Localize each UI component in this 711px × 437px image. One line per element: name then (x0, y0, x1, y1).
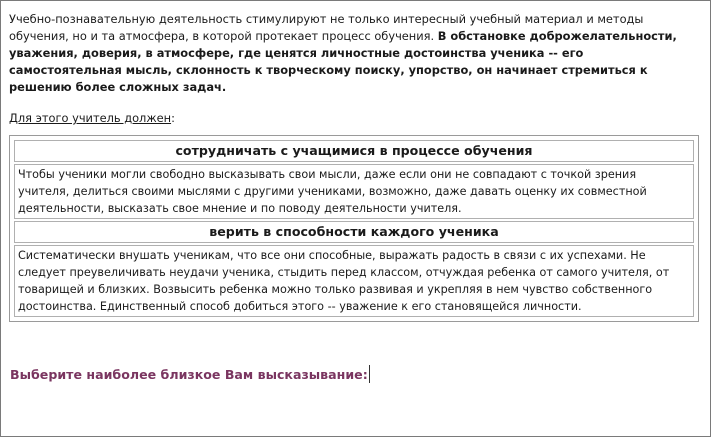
table-row (14, 245, 694, 317)
principle-text: Систематически внушать ученикам, что все они способные, выражать радость в связи с их успехами. Не следует преувеличивать неудачи ученика, стыдить перед классом, отчуждая ребенка от самого учителя, от товарищей и близких. Возвысить ребенка можно только развивая и укрепляя в нем чувство собственного достоинства. Единственный способ добиться этого -- уважение к его становящейся личности. (14, 245, 694, 317)
prompt-text: Выберите наиболее близкое Вам высказывание: (10, 367, 368, 382)
content-area (9, 11, 699, 322)
text-caret (369, 365, 370, 383)
intro-bold-text: В обстановке доброжелательности, уважения, доверия, в атмосфере, где ценятся личностные достоинства ученика -- его самостоятельная мысль, склонность к творческому поиску, упорство, он начинает стремиться к решению более сложных задач. (9, 29, 677, 94)
table-row (14, 164, 694, 219)
question-prompt (10, 365, 370, 383)
lead-underlined: Для этого учитель должен (9, 111, 172, 125)
lead-text (9, 110, 699, 127)
intro-paragraph (9, 11, 699, 96)
lead-suffix: : (171, 111, 175, 125)
principle-title: сотрудничать с учащимися в процессе обучения (14, 140, 694, 162)
principles-table (9, 135, 699, 322)
principle-text: Чтобы ученики могли свободно высказывать свои мысли, даже если они не совпадают с точкой зрения учителя, делиться своими мыслями с другими учениками, возможно, даже давать оценку их совместной деятельности, высказать свое мнение и по поводу деятельности учителя. (14, 164, 694, 219)
intro-plain-text: Учебно-познавательную деятельность стимулируют не только интересный учебный материал и методы обучения, но и та атмосфера, в которой протекает процесс обучения. (9, 12, 644, 43)
table-row (14, 221, 694, 243)
principle-title: верить в способности каждого ученика (14, 221, 694, 243)
table-row (14, 140, 694, 162)
